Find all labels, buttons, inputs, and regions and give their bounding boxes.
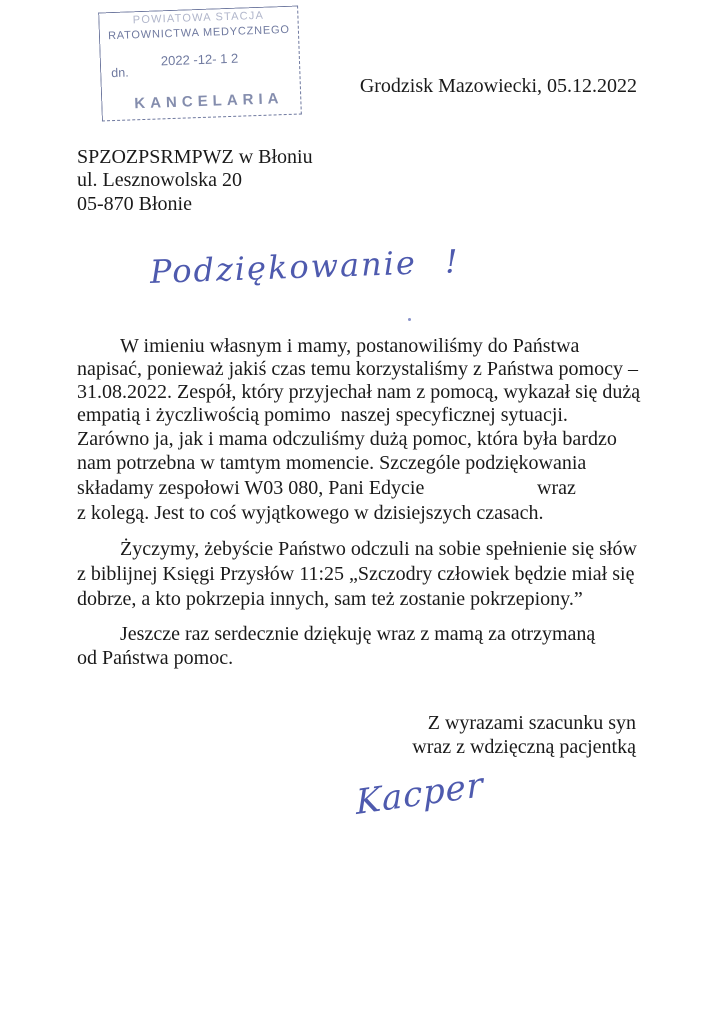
stamp-department: KANCELARIA	[134, 90, 284, 113]
body-line: składamy zespołowi W03 080, Pani Edycie	[77, 477, 425, 499]
body-line: z kolegą. Jest to coś wyjątkowego w dzisiejszych czasach.	[77, 502, 544, 524]
body-line-end-after-redaction: wraz	[537, 477, 576, 499]
handwritten-heading: Podziękowanie !	[149, 242, 461, 291]
body-line: empatią i życzliwością pomimo naszej specyficznej sytuacji.	[77, 404, 568, 426]
place-date: Grodzisk Mazowiecki, 05.12.2022	[359, 75, 637, 97]
body-line: Życzymy, żebyście Państwo odczuli na sobie spełnienie się słów	[120, 538, 637, 560]
body-line: Zarówno ja, jak i mama odczuliśmy dużą pomoc, która była bardzo	[77, 428, 617, 450]
recipient-postal-city: 05-870 Błonie	[77, 193, 192, 215]
body-line: 31.08.2022. Zespół, który przyjechał nam z pomocą, wykazał się dużą	[77, 381, 641, 403]
body-line: dobrze, a kto pokrzepia innych, sam też zostanie pokrzepiony.”	[77, 588, 583, 610]
ink-dot	[408, 318, 411, 321]
signature: Kacper	[355, 764, 485, 824]
body-line: napisać, ponieważ jakiś czas temu korzystaliśmy z Państwa pomocy –	[77, 358, 638, 380]
stamp-date-value: 2022 -12- 1 2	[160, 50, 239, 69]
body-line: od Państwa pomoc.	[77, 647, 234, 669]
body-line: W imieniu własnym i mamy, postanowiliśmy do Państwa	[120, 335, 580, 357]
closing-line-1: Z wyrazami szacunku syn	[427, 712, 636, 734]
registry-stamp	[98, 6, 302, 122]
stamp-org-line-2: RATOWNICTWA MEDYCZNEGO	[107, 23, 290, 43]
body-line: nam potrzebna w tamtym momencie. Szczególe podziękowania	[77, 452, 587, 474]
recipient-name: SPZOZPSRMPWZ w Błoniu	[77, 146, 313, 168]
recipient-street: ul. Lesznowolska 20	[77, 169, 242, 191]
stamp-date-label: dn.	[111, 65, 129, 81]
stamp-org-line-1: POWIATOWA STACJA	[132, 9, 265, 27]
body-line: Jeszcze raz serdecznie dziękuję wraz z mamą za otrzymaną	[120, 623, 596, 645]
closing-line-2: wraz z wdzięczną pacjentką	[412, 736, 636, 758]
body-line: z biblijnej Księgi Przysłów 11:25 „Szczodry człowiek będzie miał się	[77, 563, 635, 585]
